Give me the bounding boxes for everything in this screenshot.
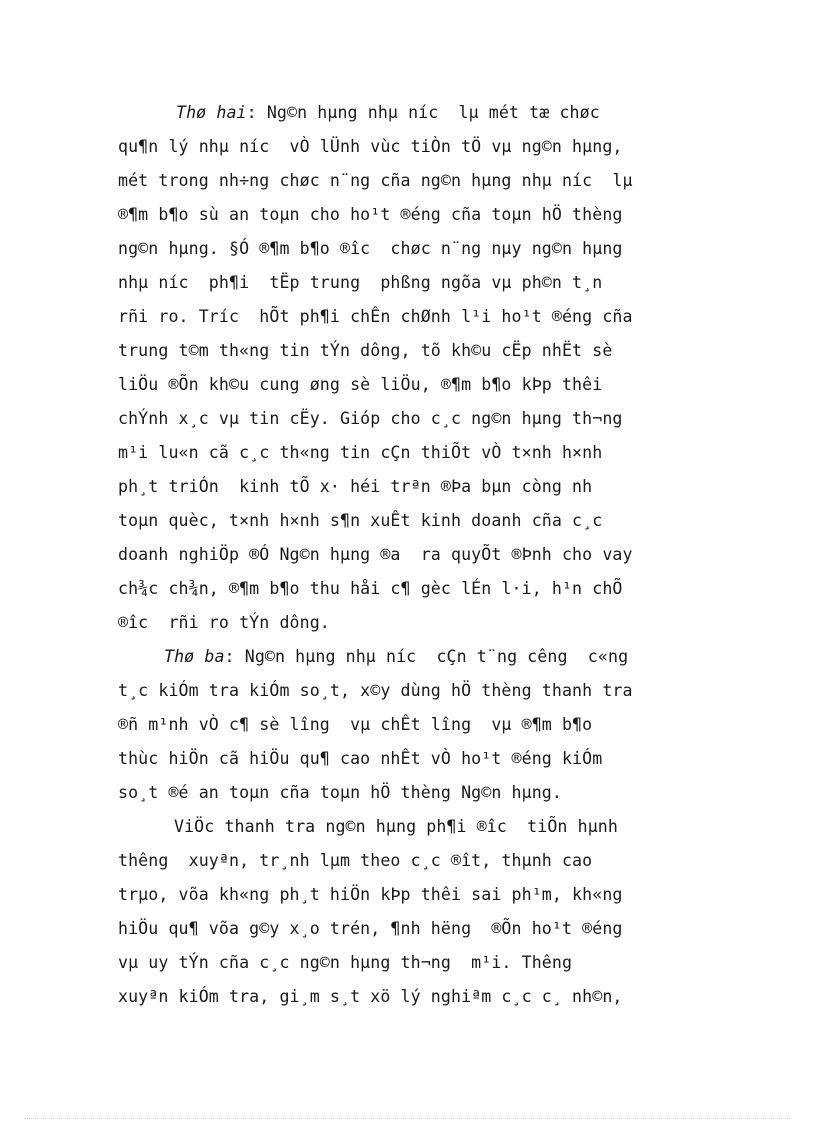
- paragraph-1-line: ®¶m b¶o sù an toµn cho ho¹t ®éng cña toµn hÖ thèng: [118, 205, 623, 224]
- paragraph-2-line: thùc hiÖn cã hiÖu qu¶ cao nhÊt vÒ ho¹t ®éng kiÓm: [118, 749, 603, 768]
- paragraph-1-line: trung t©m th«ng tin tÝn dông, tõ kh©u cËp nhËt sè: [118, 341, 613, 360]
- paragraph-1-line: ng©n hµng. §Ó ®¶m b¶o ®îc chøc n¨ng nµy ng©n hµng: [118, 239, 623, 258]
- paragraph-1-line: toµn quèc, t×nh h×nh s¶n xuÊt kinh doanh cña c¸c: [118, 511, 603, 530]
- paragraph-1-line: ch¾c ch¾n, ®¶m b¶o thu håi c¶ gèc lÉn l·i, h¹n chÕ: [118, 579, 623, 598]
- paragraph-1-line: ph¸t triÓn kinh tÕ x· héi trªn ®Þa bµn còng nh: [118, 477, 593, 496]
- paragraph-3-line: vµ uy tÝn cña c¸c ng©n hµng th¬ng m¹i. Thêng: [118, 953, 573, 972]
- paragraph-3-line: trµo, võa kh«ng ph¸t hiÖn kÞp thêi sai ph¹m, kh«ng: [118, 885, 623, 904]
- paragraph-1-line: nhµ níc ph¶i tËp trung phßng ngõa vµ ph©n t¸n: [118, 273, 603, 292]
- paragraph-2-lead: Thø ba: [164, 647, 225, 666]
- paragraph-1-line: doanh nghiÖp ®Ó Ng©n hµng ®a ra quyÕt ®Þnh cho vay: [118, 545, 633, 564]
- paragraph-1-line: ®îc rñi ro tÝn dông.: [118, 613, 330, 632]
- paragraph-3-line: hiÖu qu¶ võa g©y x¸o trén, ¶nh hëng ®Õn ho¹t ®éng: [118, 919, 623, 938]
- page-bottom-rule: [24, 1118, 792, 1119]
- paragraph-3-line-1: ViÖc thanh tra ng©n hµng ph¶i ®îc tiÕn hµnh: [174, 817, 618, 836]
- paragraph-2-line: t¸c kiÓm tra kiÓm so¸t, x©y dùng hÖ thèng thanh tra: [118, 681, 633, 700]
- paragraph-3-line: xuyªn kiÓm tra, gi¸m s¸t xö lý nghiªm c¸c c¸ nh©n,: [118, 987, 623, 1006]
- paragraph-2-line: so¸t ®é an toµn cña toµn hÖ thèng Ng©n hµng.: [118, 783, 562, 802]
- paragraph-1-line-1: Thø hai: Ng©n hµng nhµ níc lµ mét tæ chøc: [176, 103, 600, 122]
- paragraph-2-line-1: Thø ba: Ng©n hµng nhµ níc cÇn t¨ng cêng c«ng: [164, 647, 629, 666]
- paragraph-1-line: chÝnh x¸c vµ tin cËy. Gióp cho c¸c ng©n hµng th¬ng: [118, 409, 623, 428]
- paragraph-1-lead: Thø hai: [176, 103, 247, 122]
- paragraph-1-line: rñi ro. Tríc hÕt ph¶i chÊn chØnh l¹i ho¹t ®éng cña: [118, 307, 633, 326]
- paragraph-1-line: m¹i lu«n cã c¸c th«ng tin cÇn thiÕt vÒ t×nh h×nh: [118, 443, 603, 462]
- paragraph-1-line: mét trong nh÷ng chøc n¨ng cña ng©n hµng nhµ níc lµ: [118, 171, 633, 190]
- paragraph-1-line: qu¶n lý nhµ níc vÒ lÜnh vùc tiÒn tÖ vµ ng©n hµng,: [118, 137, 623, 156]
- paragraph-3-line: thêng xuyªn, tr¸nh lµm theo c¸c ®ît, thµnh cao: [118, 851, 593, 870]
- paragraph-2-line: ®ñ m¹nh vÒ c¶ sè lîng vµ chÊt lîng vµ ®¶m b¶o: [118, 715, 593, 734]
- paragraph-1-line: liÖu ®Õn kh©u cung øng sè liÖu, ®¶m b¶o kÞp thêi: [118, 375, 603, 394]
